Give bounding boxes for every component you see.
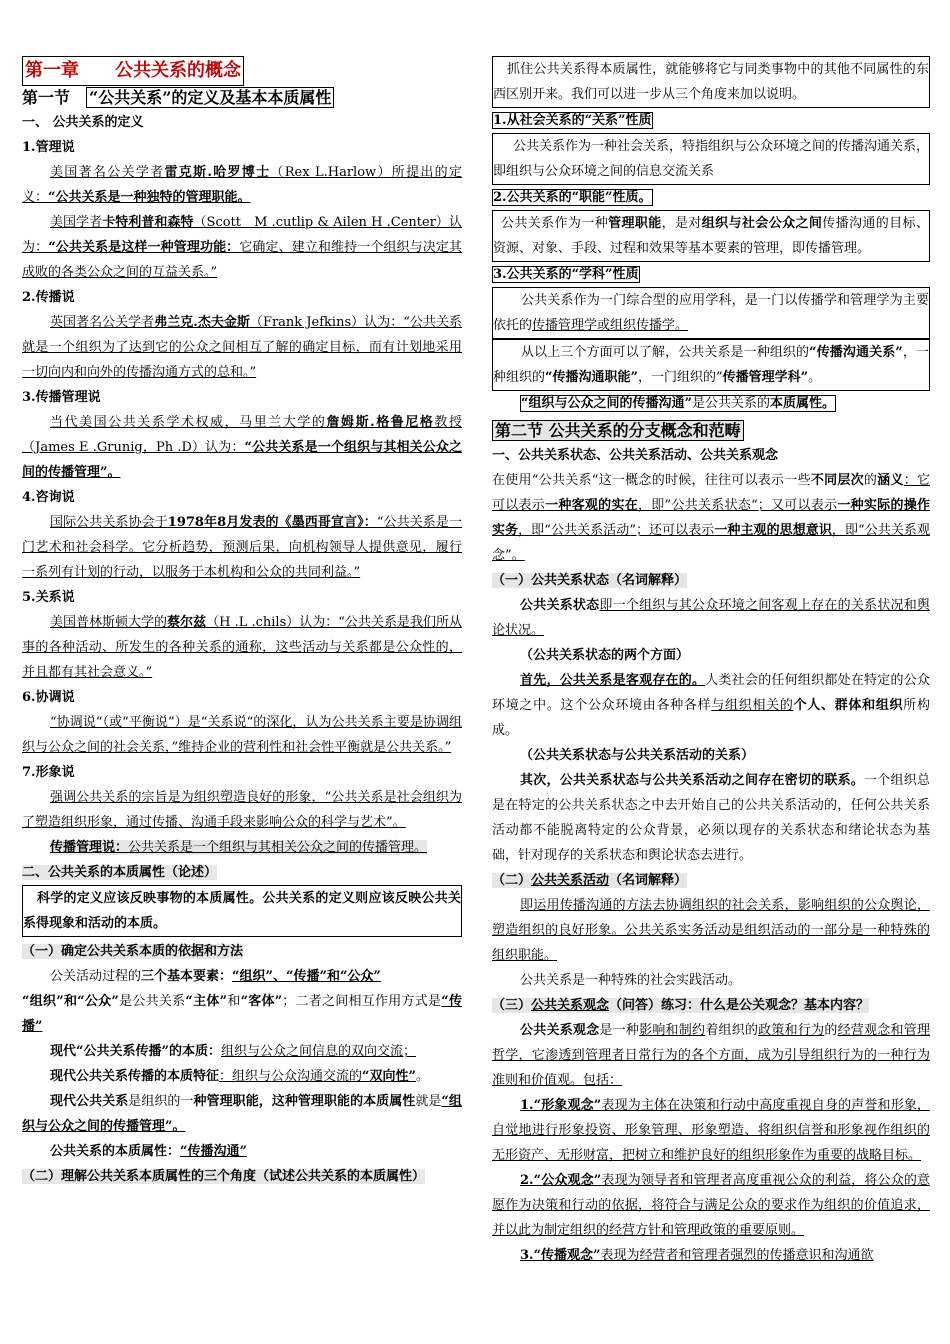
def-paragraph: 美国学者卡特利普和森特（Scott M .cutlip & Ailen H .Center）认为：“公共关系是这样一种管理功能：它确定、建立和维持一个组织与决定其成败的各类公众之间的互益关系。” [22,215,462,280]
discipline-paragraph: 公共关系作为一门综合型的应用学科，是一门以传播学和管理学为主要依托的传播管理学或组织传播学。 [492,287,930,339]
left-column [22,56,462,1189]
relation-subheading: （公共关系状态与公共关系活动的关系） [520,748,755,763]
modern-function: 现代公共关系是组织的一种管理职能，这种管理职能的本质属性就是“组织与公众之间的传播管理”。 [22,1094,462,1134]
state-paragraph: 公共关系状态即一个组织与其公众环境之间客观上存在的关系状况和舆论状况。 [492,598,930,638]
function-paragraph: 公共关系作为一种管理职能，是对组织与社会公众之间传播沟通的目标、资源、对象、手段、过程和效果等基本要素的管理，即传播管理。 [492,210,930,262]
def-heading: 7.形象说 [22,765,75,780]
discipline-heading: 3.公共关系的“学科”性质 [493,267,639,282]
angles-heading: （二）理解公共关系本质属性的三个角度（试述公共关系的本质属性） [22,1169,426,1184]
relation-heading: 1.从社会关系的“关系”性质 [493,113,652,128]
chapter-title: 第一章 公共关系的概念 [22,56,244,86]
levels-paragraph: 在使用“公共关系“这一概念的时候，往往可以表示一些不同层次的涵义：它可以表示一种客观的实在，即”公共关系状态“；又可以表示一种实际的操作实务，即“公共关系活动”；还可以表示一种主观的思想意识，即“公共关系观念”。 [492,473,930,563]
state-activity-concept-heading: 一、公共关系状态、公共关系活动、公共关系观念 [492,448,779,463]
activity-note: 公共关系是一种特殊的社会实践活动。 [520,973,742,988]
def-paragraph: 美国著名公关学者雷克斯.哈罗博士（Rex L.Harlow）所提出的定义：“公共关系是一种独特的管理职能。 [22,165,462,205]
basis-heading: （一）确定公共关系本质的依据和方法 [22,944,244,959]
def-heading: 4.咨询说 [22,490,75,505]
state-heading: （一）公共关系状态（名词解释） [492,573,688,588]
first-paragraph: 首先，公共关系是客观存在的。人类社会的任何组织都处在特定的公众环境之中。这个公众环境由各种各样与组织相关的个人、群体和组织所构成。 [492,673,930,738]
def-paragraph: 强调公共关系的宗旨是为组织塑造良好的形象，“公共关系是社会组织为了塑造组织形象，通过传播、沟通手段来影响公众的科学与艺术”。 [22,790,462,830]
def-paragraph: 国际公共关系协会于1978年8月发表的《墨西哥宣言》：“公共关系是一门艺术和社会科学。它分析趋势，预测后果，向机构领导人提供意见，履行一系列有计划的行动，以服务于本机构和公众的共同利益。” [22,515,462,580]
def-paragraph: “协调说“（或“平衡说”）是“关系说“的深化，认为公共关系主要是协调组织与公众之间的社会关系，”维持企业的营利性和社会性平衡就是公共关系。” [22,715,462,755]
basis-paragraph: “组织”和“公众”是公共关系“主体”和“客体”；二者之间相互作用方式是“传播” [22,994,462,1034]
def-heading: 6.协调说 [22,690,75,705]
def-paragraph: 英国著名公关学者弗兰克.杰夫金斯（Frank Jefkins）认为：“公共关系就是一个组织为了达到它的公众之间相互了解的确定目标，而有计划地采用一切向内和向外的传播沟通方式的总和。” [22,315,462,380]
summary-paragraph: 从以上三个方面可以了解，公共关系是一种组织的“传播沟通关系”，一种组织的“传播沟通职能”，一门组织的”传播管理学科”。 [492,339,930,391]
section-title: 第一节 “公共关系”的定义及基本本质属性 [22,86,462,110]
def-heading: 3.传播管理说 [22,390,101,405]
function-heading: 2.公共关系的“职能”性质。 [493,190,652,205]
section2-title: 第二节 公共关系的分支概念和范畴 [492,419,930,443]
second-paragraph: 其次，公共关系状态与公共关系活动之间存在密切的联系。一个组织总是在特定的公共关系状态之中去开始自己的公共关系活动的，任何公共关系活动都不能脱离特定的公众背景，必须以现存的关系状态和绪论状态为基础，针对现存的关系状态和舆论状态去进行。 [492,773,930,863]
public-concept: 2.“公众观念”表现为领导者和管理者高度重视公众的利益，将公众的意愿作为决策和行动的依据，将符合与满足公众的要求作为组织的价值追求，并以此为制定组织的经营方针和管理政策的重要原则。 [492,1173,930,1238]
def-heading: 2.传播说 [22,290,75,305]
modern-feature: 现代公共关系传播的本质特征：组织与公众沟通交流的“双向性”。 [50,1069,430,1084]
def-heading: 5.关系说 [22,590,75,605]
right-column [492,56,930,1268]
activity-paragraph: 即运用传播沟通的方法去协调组织的社会关系，影响组织的公众舆论，塑造组织的良好形象。公共关系实务活动是组织活动的一部分是一种特殊的组织职能。 [492,898,930,963]
essence-line: “组织与公众之间的传播沟通”是公共关系的本质属性。 [521,396,835,411]
communication-concept: 3.“传播观念”表现为经营者和管理者强烈的传播意识和沟通欲 [520,1248,874,1263]
essence-attribute: 公共关系的本质属性：“传播沟通” [50,1144,247,1159]
activity-heading: （二）公共关系活动（名词解释） [492,873,688,888]
state-two-aspects: （公共关系状态的两个方面） [520,648,690,663]
summary-line: 传播管理说：公共关系是一个组织与其相关公众之间的传播管理。 [50,840,428,855]
definition-heading: 一、 公共关系的定义 [22,115,144,130]
essence-heading: 二、公共关系的本质属性（论述） [22,865,218,880]
image-concept: 1.“形象观念”表现为主体在决策和行动中高度重视自身的声誉和形象，自觉地进行形象投资、形象管理、形象塑造、将组织信誉和形象视作组织的无形资产、无形财富，把树立和维护良好的组织形象作为重要的战略目标。 [492,1098,930,1163]
basis-paragraph: 公关活动过程的三个基本要素：“组织”、“传播”和“公众” [50,969,381,984]
relation-paragraph: 公共关系作为一种社会关系，特指组织与公众环境之间的传播沟通关系，即组织与公众环境之间的信息交流关系 [492,133,930,185]
def-paragraph: 美国普林斯顿大学的蔡尔兹（H .L .chils）认为：“公共关系是我们所从事的各种活动、所发生的各种关系的通称，这些活动与关系都是公众性的，并且都有其社会意义。” [22,615,462,680]
modern-essence: 现代“公共关系传播”的本质：组织与公众之间信息的双向交流； [50,1044,416,1059]
def-heading: 1.管理说 [22,140,75,155]
concept-paragraph: 公共关系观念是一种影响和制约着组织的政策和行为的经营观念和管理哲学，它渗透到管理者日常行为的各个方面，成为引导组织行为的一种行为准则和价值观。包括： [492,1023,930,1088]
concept-heading: （三）公共关系观念（问答）练习：什么是公关观念？基本内容？ [492,998,870,1013]
essence-box: 科学的定义应该反映事物的本质属性。公共关系的定义则应该反映公共关系得现象和活动的本质。 [22,885,462,937]
def-paragraph: 当代美国公共关系学术权威，马里兰大学的詹姆斯.格鲁尼格教授（James E .Grunig，Ph .D）认为：“公共关系是一个组织与其相关公众之间的传播管理”。 [22,415,463,480]
intro-box: 抓住公共关系得本质属性，就能够将它与同类事物中的其他不同属性的东西区别开来。我们可以进一步从三个角度来加以说明。 [492,56,930,108]
